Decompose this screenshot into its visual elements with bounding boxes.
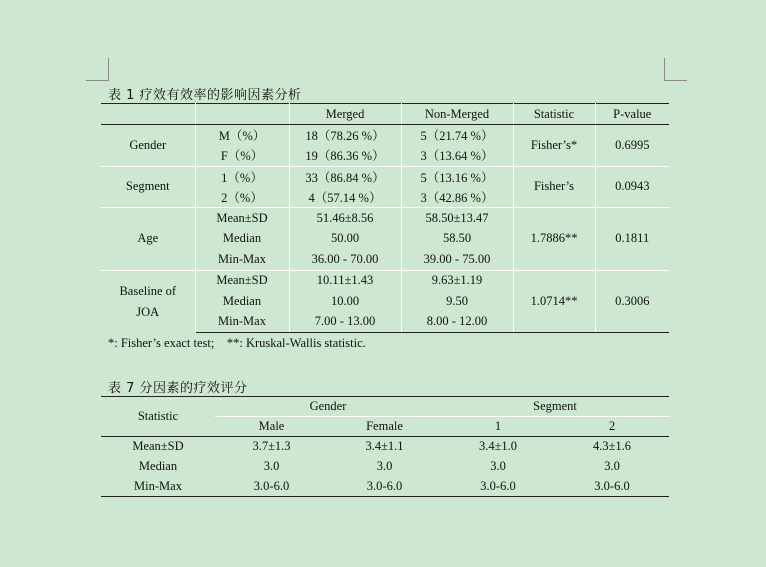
merged-value: 10.00 (289, 291, 401, 312)
table2-statistic-header: Statistic (101, 397, 215, 437)
table2-segment-header: Segment (441, 397, 669, 417)
table1-header-nonmerged: Non-Merged (401, 104, 513, 125)
sub-label: Min-Max (195, 312, 289, 333)
table1-header-cell (195, 104, 289, 125)
sub-label: Min-Max (195, 249, 289, 270)
cell-value: 3.0 (263, 459, 280, 473)
group-label-age: Age (101, 208, 195, 270)
table1-header-pvalue: P-value (595, 104, 669, 125)
nonmerged-value: 39.00 - 75.00 (401, 249, 513, 270)
group-label-joa-line2: JOA (136, 304, 160, 319)
cell-value: 3.7±1.3 (252, 439, 291, 454)
merged-value: 19（86.36 %） (289, 145, 401, 166)
nonmerged-value: 3（13.64 %） (401, 145, 513, 166)
sub-label: Mean±SD (195, 208, 289, 229)
cell-value: 3.0 (604, 459, 620, 473)
sub-label: Median (195, 291, 289, 312)
table-row (101, 270, 669, 291)
sub-label: Median (195, 228, 289, 249)
table1-header-cell (101, 104, 195, 125)
sub-label: 1（%） (195, 166, 289, 187)
cell-value: 3.0-6.0 (555, 477, 669, 497)
merged-value: 36.00 - 70.00 (289, 249, 401, 270)
nonmerged-value: 58.50±13.47 (401, 208, 513, 229)
sub-label: M（%） (195, 125, 289, 146)
pvalue-value: 0.6995 (615, 137, 650, 152)
pvalue-value: 0.3006 (595, 270, 669, 332)
page-corner-mark-right (664, 58, 687, 81)
table2-subheader-male: Male (215, 417, 328, 437)
statistic-value: Fisher’s* (513, 125, 595, 167)
table-row (101, 457, 669, 477)
merged-value: 18（78.26 %） (289, 125, 401, 146)
table2-subheader-female: Female (328, 417, 441, 437)
group-label-joa (101, 270, 195, 332)
statistic-value: Fisher’s (513, 166, 595, 208)
nonmerged-value: 8.00 - 12.00 (401, 312, 513, 333)
table1-header-statistic: Statistic (513, 104, 595, 125)
table-row (101, 125, 669, 146)
table2 (101, 396, 669, 497)
nonmerged-value: 9.50 (401, 291, 513, 312)
group-label-gender: Gender (101, 125, 195, 167)
group-label-joa-line1: Baseline of (119, 283, 177, 298)
table2-subheader-seg1: 1 (441, 417, 555, 437)
pvalue-value: 0.1811 (595, 208, 669, 270)
row-label: Min-Max (101, 477, 215, 497)
nonmerged-value: 5（13.16 %） (401, 166, 513, 187)
row-label: Mean±SD (132, 439, 184, 454)
merged-value: 7.00 - 13.00 (289, 312, 401, 333)
table1 (101, 103, 669, 333)
sub-label: 2（%） (195, 187, 289, 208)
cell-value: 3.0-6.0 (441, 477, 555, 497)
pvalue-value: 0.0943 (595, 166, 669, 208)
table1-header-merged: Merged (289, 104, 401, 125)
cell-value: 3.0 (376, 459, 393, 473)
table-row (101, 477, 669, 497)
cell-value: 3.0 (490, 459, 506, 473)
statistic-value: 1.0714** (513, 270, 595, 332)
group-label-segment: Segment (101, 166, 195, 208)
table2-caption: 表 7 分因素的疗效评分 (108, 381, 248, 396)
cell-value: 3.4±1.0 (478, 439, 518, 454)
table-row (101, 208, 669, 229)
row-label: Median (138, 459, 178, 473)
table2-group-header-row (101, 397, 669, 417)
table1-caption: 表 1 疗效有效率的影响因素分析 (108, 88, 302, 103)
cell-value: 4.3±1.6 (592, 439, 632, 454)
merged-value: 51.46±8.56 (289, 208, 401, 229)
table-row (101, 166, 669, 187)
cell-value: 3.4±1.1 (365, 439, 404, 454)
merged-value: 50.00 (289, 228, 401, 249)
sub-label: F（%） (195, 145, 289, 166)
nonmerged-value: 58.50 (401, 228, 513, 249)
cell-value: 3.0-6.0 (328, 477, 441, 497)
table1-header-row (101, 104, 669, 125)
nonmerged-value: 9.63±1.19 (401, 270, 513, 291)
sub-label: Mean±SD (195, 270, 289, 291)
table2-subheader-seg2: 2 (555, 417, 669, 437)
table2-gender-header: Gender (215, 397, 441, 417)
merged-value: 10.11±1.43 (289, 270, 401, 291)
nonmerged-value: 5（21.74 %） (401, 125, 513, 146)
page-corner-mark-left (86, 58, 109, 81)
merged-value: 33（86.84 %） (289, 166, 401, 187)
nonmerged-value: 3（42.86 %） (401, 187, 513, 208)
merged-value: 4（57.14 %） (289, 187, 401, 208)
table1-footnote: *: Fisher’s exact test; **: Kruskal-Wallis statistic. (108, 336, 366, 350)
cell-value: 3.0-6.0 (215, 477, 328, 497)
statistic-value: 1.7886** (513, 208, 595, 270)
table-row (101, 437, 669, 457)
